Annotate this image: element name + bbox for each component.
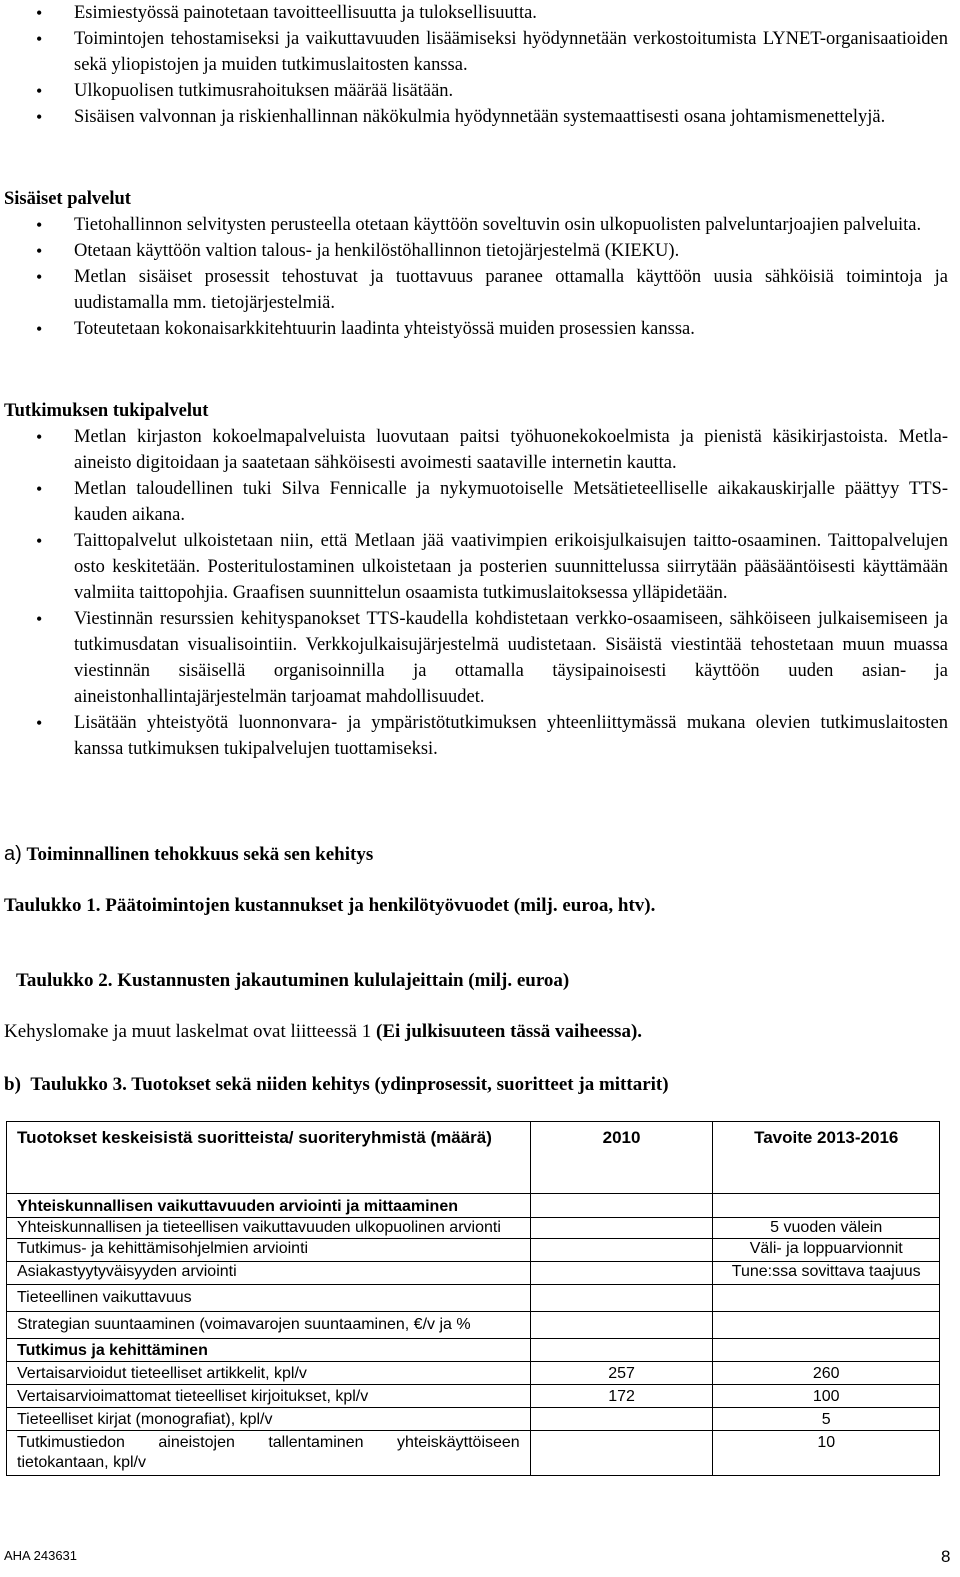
row-label: Yhteiskunnallisen ja tieteellisen vaikuttavuuden ulkopuolinen arvionti [7,1218,531,1239]
section-heading: Sisäiset palvelut [4,189,131,209]
row-2010 [530,1218,713,1239]
section-a-title: Toiminnallinen tehokkuus sekä sen kehitys [26,844,374,865]
appendix-note [4,1019,642,1045]
outputs-table [6,1121,940,1476]
row-label: Tutkimustiedon aineistojen tallentaminen yhteiskäyttöiseen tietokantaan, kpl/v [7,1431,531,1476]
row-target [713,1312,940,1339]
list-item: • Metlan taloudellinen tuki Silva Fennicalle ja nykymuotoiselle Metsätieteelliselle aikakauskirjalle päättyy TTS-kauden aikana. [0,476,954,528]
row-2010 [530,1239,713,1262]
row-label: Asiakastyytyväisyyden arviointi [7,1262,531,1285]
table-row [7,1312,940,1339]
list-item: • Lisätään yhteistyötä luonnonvara- ja ympäristötutkimuksen yhteenliittymässä mukana olevien tutkimuslaitosten kanssa tutkimuksen tukipalvelujen tuottamiseksi. [0,710,954,762]
section-leadership [0,0,954,130]
page-number: 8 [941,1547,951,1566]
list-item: • Metlan kirjaston kokoelmapalveluista luovutaan paitsi työhuonekokoelmista ja pienistä käsikirjastoista. Metla-aineisto digitoidaan ja saatetaan sähköisesti avoimesti saataville internetin kautta. [0,424,954,476]
row-target: 5 [713,1408,940,1431]
row-2010 [530,1285,713,1312]
header-output: Tuotokset keskeisistä suoritteista/ suoriteryhmistä (määrä) [7,1122,531,1194]
group-heading-row [7,1339,940,1362]
section-research-support [0,398,954,762]
row-label: Strategian suuntaaminen (voimavarojen suuntaaminen, €/v ja % [7,1312,531,1339]
row-label: Vertaisarvioimattomat tieteelliset kirjoitukset, kpl/v [7,1385,531,1408]
section-heading: Tutkimuksen tukipalvelut [4,401,209,421]
header-target: Tavoite 2013-2016 [713,1122,940,1194]
table-row [7,1262,940,1285]
table-2-caption: Taulukko 2. Kustannusten jakautuminen kululajeittain (milj. euroa) [16,970,570,991]
table-3-prefix: b) [4,1074,21,1095]
section-a-letter: a) [4,843,22,865]
table-row [7,1431,940,1476]
table-header-row [7,1122,940,1194]
appendix-note-text: Kehyslomake ja muut laskelmat ovat liitteessä 1 [4,1021,376,1042]
list-item: • Toteutetaan kokonaisarkkitehtuurin laadinta yhteistyössä muiden prosessien kanssa. [0,316,954,342]
row-label: Tutkimus- ja kehittämisohjelmien arviointi [7,1239,531,1262]
section-a-heading [4,841,373,868]
list-item: • Otetaan käyttöön valtion talous- ja henkilöstöhallinnon tietojärjestelmä (KIEKU). [0,238,954,264]
table-row [7,1385,940,1408]
table-row [7,1218,940,1239]
bullet-list [0,424,954,762]
table-row [7,1285,940,1312]
row-target: Tune:ssa sovittava taajuus [713,1262,940,1285]
row-label: Vertaisarvioidut tieteelliset artikkelit, kpl/v [7,1362,531,1385]
row-2010: 172 [530,1385,713,1408]
document-id: AHA 243631 [4,1548,78,1563]
row-target: 100 [713,1385,940,1408]
table-row [7,1239,940,1262]
row-2010 [530,1408,713,1431]
list-item: • Viestinnän resurssien kehityspanokset TTS-kaudella kohdistetaan verkko-osaamiseen, sähköiseen julkaisemiseen ja tutkimusdatan visualisointiin. Verkkojulkaisujärjestelmä uudistetaan. Sisäistä viestintää tehostetaan muun muassa viestinnän sisäisellä organisoinnilla ja ottamalla täysipainoisesti käyttöön uuden asian- ja aineistonhallintajärjestelmän tarjoamat mahdollisuudet. [0,606,954,710]
list-item: • Ulkopuolisen tutkimusrahoituksen määrää lisätään. [0,78,954,104]
list-item: • Esimiestyössä painotetaan tavoitteellisuutta ja tuloksellisuutta. [0,0,954,26]
header-2010: 2010 [530,1122,713,1194]
appendix-note-bold: (Ei julkisuuteen tässä vaiheessa). [376,1021,643,1042]
bullet-list [0,212,954,342]
row-2010 [530,1431,713,1476]
row-2010 [530,1312,713,1339]
row-2010: 257 [530,1362,713,1385]
table-row [7,1362,940,1385]
list-item: • Toimintojen tehostamiseksi ja vaikuttavuuden lisäämiseksi hyödynnetään verkostoitumista LYNET-organisaatioiden sekä yliopistojen ja muiden tutkimuslaitosten kanssa. [0,26,954,78]
section-internal-services [0,186,954,342]
list-item: • Tietohallinnon selvitysten perusteella otetaan käyttöön soveltuvin osin ulkopuolisten palveluntarjoajien palveluita. [0,212,954,238]
row-target: 5 vuoden välein [713,1218,940,1239]
bullet-list [0,0,954,130]
list-item: • Sisäisen valvonnan ja riskienhallinnan näkökulmia hyödynnetään systemaattisesti osana johtamismenettelyjä. [0,104,954,130]
row-label: Tieteelliset kirjat (monografiat), kpl/v [7,1408,531,1431]
list-item: • Taittopalvelut ulkoistetaan niin, että Metlaan jää vaativimpien erikoisjulkaisujen taitto-osaaminen. Taittopalvelujen osto keskitetään. Posteritulostaminen ulkoistetaan ja posterien suunnittelussa siirrytään pääsääntöisesti käyttämään valmiita taittopohjia. Graafisen suunnittelun osaamista tutkimuslaitoksessa ylläpidetään. [0,528,954,606]
row-target: Väli- ja loppuarvionnit [713,1239,940,1262]
list-item: • Metlan sisäiset prosessit tehostuvat ja tuottavuus paranee ottamalla käyttöön uusia sähköisiä toimintoja ja uudistamalla mm. tietojärjestelmiä. [0,264,954,316]
row-label: Tieteellinen vaikuttavuus [7,1285,531,1312]
table-1-caption: Taulukko 1. Päätoimintojen kustannukset ja henkilötyövuodet (milj. euroa, htv). [4,895,656,916]
row-target: 10 [713,1431,940,1476]
row-2010 [530,1262,713,1285]
table-3-title: Taulukko 3. Tuotokset sekä niiden kehitys (ydinprosessit, suoritteet ja mittarit) [30,1074,669,1095]
row-target [713,1285,940,1312]
group-heading: Yhteiskunnallisen vaikuttavuuden arviointi ja mittaaminen [7,1194,531,1218]
group-heading-row [7,1194,940,1218]
group-heading: Tutkimus ja kehittäminen [7,1339,531,1362]
table-3-caption [4,1072,669,1098]
row-target: 260 [713,1362,940,1385]
table-row [7,1408,940,1431]
